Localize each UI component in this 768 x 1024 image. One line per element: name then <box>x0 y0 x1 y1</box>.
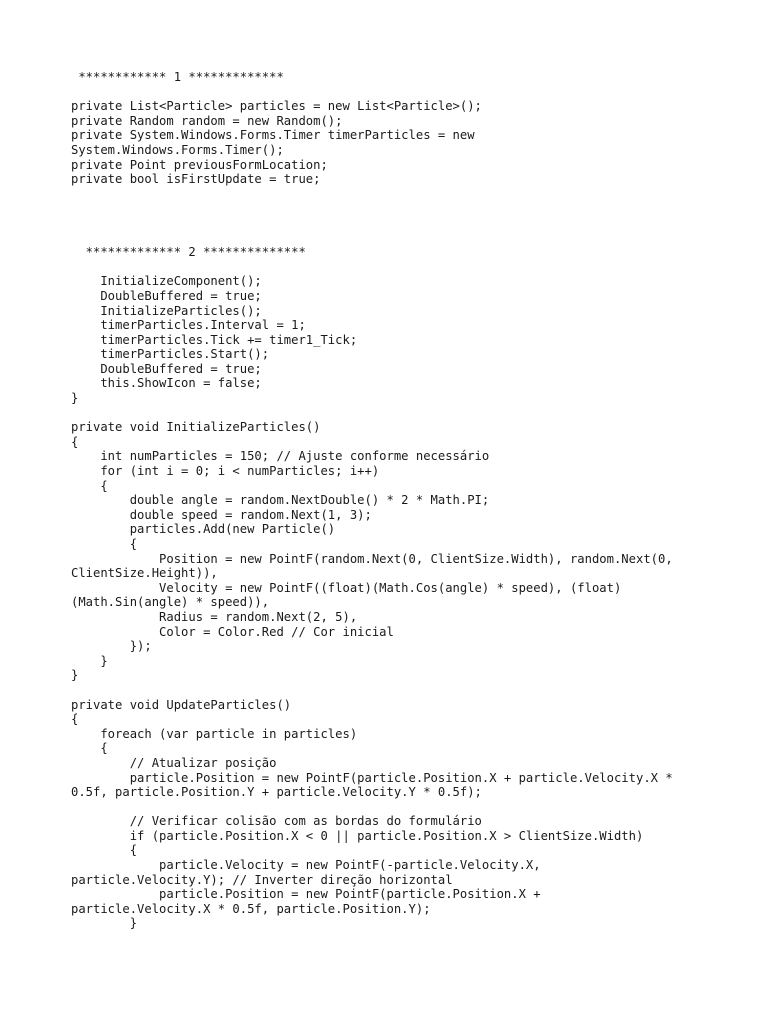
code-line: } <box>71 916 138 931</box>
code-line: double angle = random.NextDouble() * 2 * Math.PI; <box>71 493 490 508</box>
code-line <box>71 187 768 202</box>
code-line: private List<Particle> particles = new List<Particle>(); <box>71 99 482 114</box>
code-line: ************* 2 ************** <box>71 245 306 260</box>
code-line: { <box>71 741 108 756</box>
code-line <box>71 85 768 100</box>
code-line: particles.Add(new Particle() <box>71 522 336 537</box>
code-line: particle.Velocity.Y); // Inverter direção horizontal <box>71 872 453 887</box>
code-document <box>71 70 768 931</box>
code-line: InitializeComponent(); <box>71 274 262 289</box>
code-line: { <box>71 478 108 493</box>
code-line: for (int i = 0; i < numParticles; i++) <box>71 464 380 479</box>
code-line <box>71 406 768 421</box>
code-line: DoubleBuffered = true; <box>71 288 262 303</box>
code-line: // Atualizar posição <box>71 755 277 770</box>
code-line <box>71 231 768 246</box>
code-line: ************ 1 ************* <box>71 70 284 84</box>
code-line: (Math.Sin(angle) * speed)), <box>71 595 270 610</box>
code-line: private System.Windows.Forms.Timer timerParticles = new <box>71 128 475 143</box>
code-line: } <box>71 391 79 406</box>
code-line: InitializeParticles(); <box>71 303 262 318</box>
code-line: // Verificar colisão com as bordas do formulário <box>71 814 482 829</box>
code-line: foreach (var particle in particles) <box>71 726 358 741</box>
code-line: } <box>71 653 108 668</box>
code-line <box>71 800 768 815</box>
code-line: private void UpdateParticles() <box>71 697 292 712</box>
code-line: this.ShowIcon = false; <box>71 376 262 391</box>
code-line: Radius = random.Next(2, 5), <box>71 609 358 624</box>
code-line: { <box>71 537 138 551</box>
code-line: private Random random = new Random(); <box>71 113 343 128</box>
code-line: { <box>71 434 79 449</box>
code-line: } <box>71 668 79 683</box>
code-line <box>71 683 768 698</box>
code-line: private void InitializeParticles() <box>71 420 321 435</box>
code-line: Position = new PointF(random.Next(0, ClientSize.Width), random.Next(0, <box>71 551 673 566</box>
code-line: Color = Color.Red // Cor inicial <box>71 624 394 639</box>
code-line: int numParticles = 150; // Ajuste conforme necessário <box>71 449 490 464</box>
code-line: { <box>71 712 79 727</box>
code-line: ClientSize.Height)), <box>71 566 218 581</box>
code-line: if (particle.Position.X < 0 || particle.Position.X > ClientSize.Width) <box>71 828 644 843</box>
code-line <box>71 260 768 275</box>
code-line: private bool isFirstUpdate = true; <box>71 172 321 187</box>
code-line <box>71 216 768 231</box>
code-line: Velocity = new PointF((float)(Math.Cos(angle) * speed), (float) <box>71 580 622 595</box>
code-line: 0.5f, particle.Position.Y + particle.Velocity.Y * 0.5f); <box>71 785 482 800</box>
code-line: System.Windows.Forms.Timer(); <box>71 142 284 157</box>
code-line: particle.Position = new PointF(particle.Position.X + particle.Velocity.X * <box>71 770 673 785</box>
code-line: particle.Velocity = new PointF(-particle.Velocity.X, <box>71 858 541 873</box>
code-line: double speed = random.Next(1, 3); <box>71 507 372 522</box>
code-line: private Point previousFormLocation; <box>71 157 328 172</box>
code-line: DoubleBuffered = true; <box>71 361 262 376</box>
code-line: particle.Velocity.X * 0.5f, particle.Position.Y); <box>71 901 431 916</box>
code-line: timerParticles.Start(); <box>71 347 270 362</box>
code-line: { <box>71 843 138 858</box>
code-line <box>71 201 768 216</box>
code-line: particle.Position = new PointF(particle.Position.X + <box>71 887 541 902</box>
code-line: timerParticles.Tick += timer1_Tick; <box>71 332 358 347</box>
code-line: timerParticles.Interval = 1; <box>71 318 306 333</box>
code-line: }); <box>71 639 152 654</box>
